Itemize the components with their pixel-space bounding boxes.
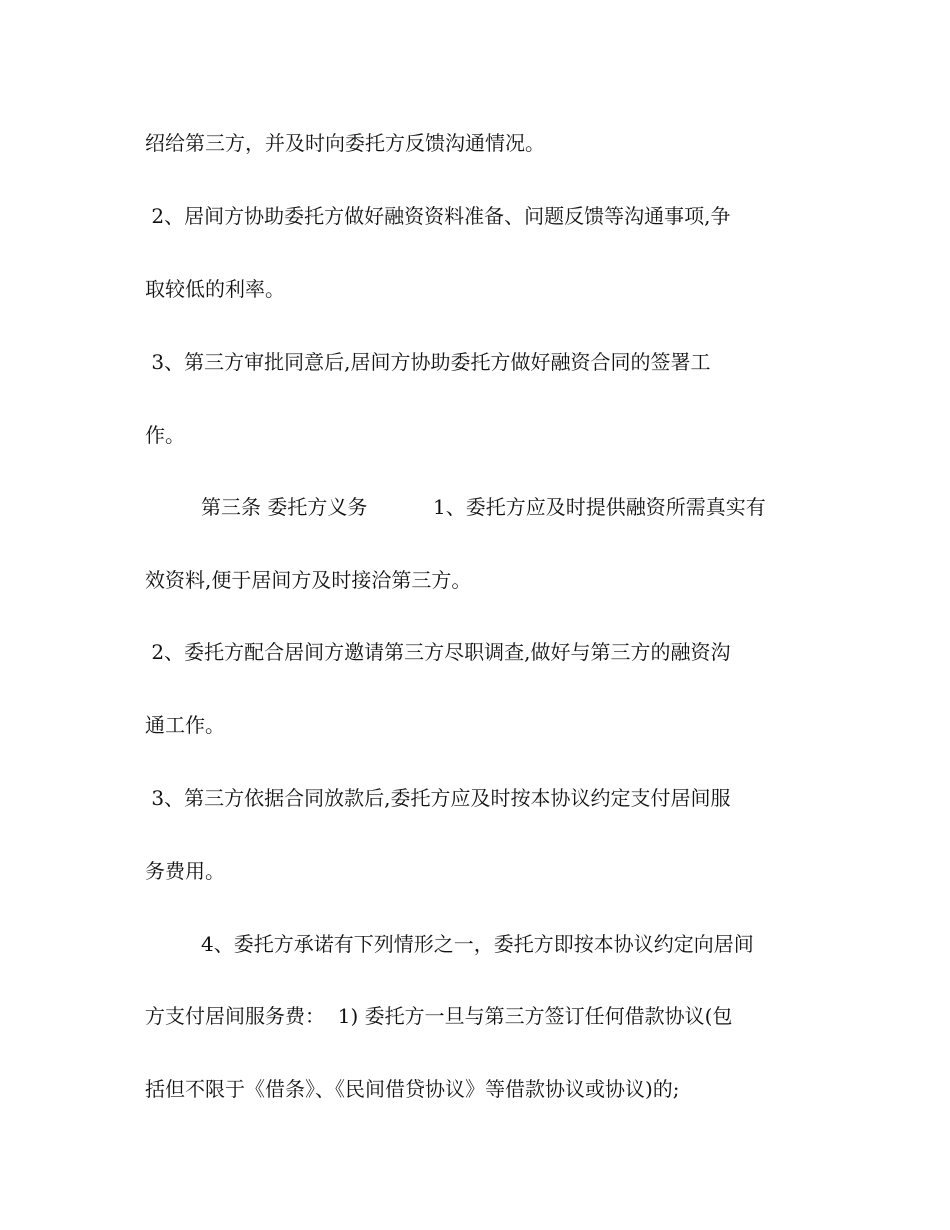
text-line: 务费用。 (145, 859, 225, 883)
text-line: 3、第三方审批同意后,居间方协助委托方做好融资合同的签署工 (145, 350, 711, 374)
text-line: 作。 (145, 423, 185, 447)
text-line: 通工作。 (145, 713, 225, 737)
text-line: 取较低的利率。 (145, 277, 285, 301)
text-line: 绍给第三方，并及时向委托方反馈沟通情况。 (145, 131, 545, 155)
text-line: 4、委托方承诺有下列情形之一，委托方即按本协议约定向居间 (201, 932, 754, 956)
text-line: 2、居间方协助委托方做好融资资料准备、问题反馈等沟通事项,争 (145, 204, 731, 228)
text-line: 方支付居间服务费： 1) 委托方一旦与第三方签订任何借款协议(包 (145, 1004, 733, 1028)
text-line: 效资料,便于居间方及时接洽第三方。 (145, 568, 472, 592)
text-line: 2、委托方配合居间方邀请第三方尽职调查,做好与第三方的融资沟 (145, 640, 731, 664)
text-line: 3、第三方依据合同放款后,委托方应及时按本协议约定支付居间服 (145, 786, 731, 810)
text-line: 括但不限于《借条》、《民间借贷协议》等借款协议或协议)的; (145, 1077, 680, 1101)
text-line: 1、委托方应及时提供融资所需真实有 (433, 495, 766, 519)
article-heading: 第三条 委托方义务 (201, 495, 368, 519)
